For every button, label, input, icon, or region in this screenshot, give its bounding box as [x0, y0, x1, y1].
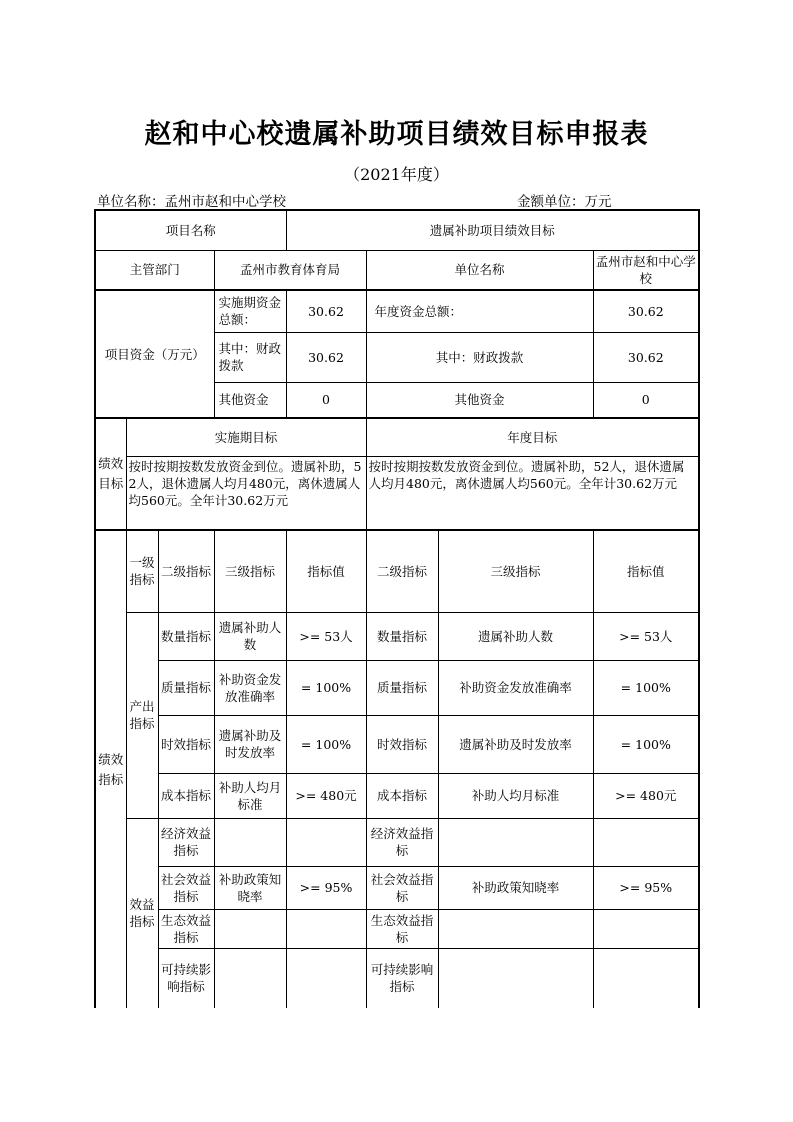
col-level2-header: 二级指标 [158, 530, 214, 612]
indicator-l3 [214, 818, 286, 866]
indicator-l2-annual: 数量指标 [366, 612, 438, 660]
unit-name-label: 单位名称：孟州市赵和中心学校 [97, 194, 286, 210]
annual-total-value: 30.62 [593, 290, 699, 332]
indicator-l3-annual [438, 818, 593, 866]
indicator-value-annual: >= 95% [593, 866, 699, 909]
indicator-l3-annual: 补助资金发放准确率 [438, 660, 593, 715]
fiscal-funds-value: 30.62 [286, 332, 366, 382]
indicator-l2: 经济效益指标 [158, 818, 214, 866]
indicator-l3-annual: 遗属补助及时发放率 [438, 715, 593, 773]
col-value-header: 指标值 [286, 530, 366, 612]
indicator-l2: 生态效益指标 [158, 909, 214, 948]
indicator-l2-annual: 成本指标 [366, 773, 438, 818]
indicator-l3 [214, 948, 286, 1008]
indicator-l3: 遗属补助人数 [214, 612, 286, 660]
annual-fiscal-value: 30.62 [593, 332, 699, 382]
indicator-value-annual: >= 480元 [593, 773, 699, 818]
project-name-value: 遗属补助项目绩效目标 [286, 210, 699, 250]
performance-target-table [94, 209, 700, 1008]
indicator-l2-annual: 社会效益指标 [366, 866, 438, 909]
other-funds-value: 0 [286, 382, 366, 418]
unit-label: 单位名称 [366, 250, 593, 290]
annual-other-label: 其他资金 [366, 382, 593, 418]
indicator-l2: 成本指标 [158, 773, 214, 818]
indicator-value: = 100% [286, 660, 366, 715]
indicator-l3: 补助人均月标准 [214, 773, 286, 818]
indicator-value: = 100% [286, 715, 366, 773]
indicator-l3-annual [438, 909, 593, 948]
indicator-l3: 补助政策知晓率 [214, 866, 286, 909]
fiscal-year: （2021年度） [344, 165, 449, 184]
indicator-l2-annual: 质量指标 [366, 660, 438, 715]
dept-value: 孟州市教育体育局 [214, 250, 366, 290]
indicator-value-annual: = 100% [593, 715, 699, 773]
annual-goal-header: 年度目标 [366, 418, 699, 456]
indicator-l3-annual: 补助政策知晓率 [438, 866, 593, 909]
annual-other-value: 0 [593, 382, 699, 418]
indicator-value [286, 818, 366, 866]
indicator-l2: 社会效益指标 [158, 866, 214, 909]
other-funds-label: 其他资金 [214, 382, 286, 418]
indicator-l2: 数量指标 [158, 612, 214, 660]
dept-label: 主管部门 [95, 250, 214, 290]
col-level2-header-annual: 二级指标 [366, 530, 438, 612]
indicator-l3-annual [438, 948, 593, 1008]
indicator-l2-annual: 时效指标 [366, 715, 438, 773]
total-funds-label: 实施期资金总额： [214, 290, 286, 332]
project-name-label: 项目名称 [95, 210, 286, 250]
col-level3-header-annual: 三级指标 [438, 530, 593, 612]
impl-goal-header: 实施期目标 [126, 418, 366, 456]
fiscal-funds-label: 其中：财政拨款 [214, 332, 286, 382]
indicator-l3: 遗属补助及时发放率 [214, 715, 286, 773]
indicator-value: >= 480元 [286, 773, 366, 818]
indicator-value-annual [593, 909, 699, 948]
col-level3-header: 三级指标 [214, 530, 286, 612]
col-value-header-annual: 指标值 [593, 530, 699, 612]
indicator-l3 [214, 909, 286, 948]
annual-goal-text: 按时按期按数发放资金到位。遗属补助，52人，退休遗属人均月480元，离休遗属人均560元。全年计30.62万元 [366, 456, 699, 530]
indicator-l3: 补助资金发放准确率 [214, 660, 286, 715]
indicator-value: >= 95% [286, 866, 366, 909]
indicator-value-annual [593, 818, 699, 866]
indicator-value-annual: = 100% [593, 660, 699, 715]
indicator-l2-annual: 生态效益指标 [366, 909, 438, 948]
indicator-l3-annual: 遗属补助人数 [438, 612, 593, 660]
output-indicators-label: 产出指标 [126, 612, 158, 818]
indicator-value-annual [593, 948, 699, 1008]
annual-total-label: 年度资金总额： [366, 290, 593, 332]
indicator-l2: 可持续影响指标 [158, 948, 214, 1008]
indicator-value-annual: >= 53人 [593, 612, 699, 660]
impl-goal-text: 按时按期按数发放资金到位。遗属补助，52人，退休遗属人均月480元，离休遗属人均560元。全年计30.62万元 [126, 456, 366, 530]
indicators-section-label: 绩效指标 [95, 530, 126, 1008]
indicator-l2: 时效指标 [158, 715, 214, 773]
indicator-l3-annual: 补助人均月标准 [438, 773, 593, 818]
indicator-value [286, 909, 366, 948]
goals-label: 绩效目标 [95, 418, 126, 530]
indicator-l2-annual: 经济效益指标 [366, 818, 438, 866]
indicator-value: >= 53人 [286, 612, 366, 660]
benefit-indicators-label: 效益指标 [126, 818, 158, 1008]
annual-fiscal-label: 其中：财政拨款 [366, 332, 593, 382]
indicator-value [286, 948, 366, 1008]
indicator-l2-annual: 可持续影响指标 [366, 948, 438, 1008]
indicator-l2: 质量指标 [158, 660, 214, 715]
unit-value: 孟州市赵和中心学校 [593, 250, 699, 290]
total-funds-value: 30.62 [286, 290, 366, 332]
funds-label: 项目资金（万元） [95, 290, 214, 418]
amount-unit-label: 金额单位：万元 [517, 194, 612, 210]
page-title: 赵和中心校遗属补助项目绩效目标申报表 [144, 119, 649, 150]
col-level1-header: 一级指标 [126, 530, 158, 612]
